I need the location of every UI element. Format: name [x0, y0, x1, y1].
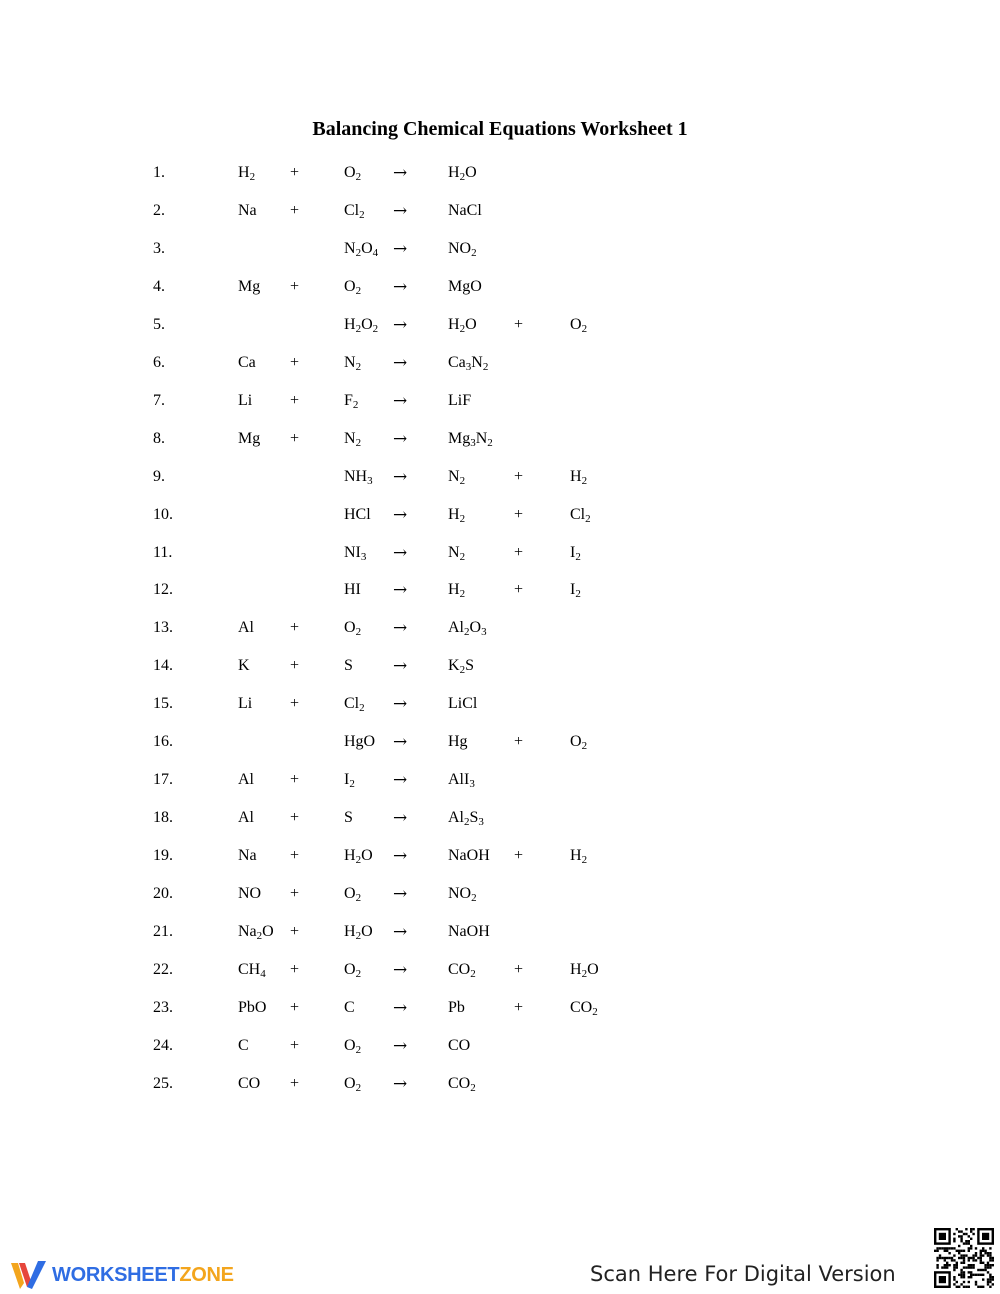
equation-row [0, 692, 1000, 716]
plus-sign: + [290, 353, 300, 371]
reaction-arrow: → [393, 1035, 408, 1056]
equation-row [0, 768, 1000, 792]
reaction-arrow: → [393, 846, 408, 867]
plus-sign: + [514, 315, 524, 333]
worksheetzone-logo[interactable] [10, 1257, 234, 1293]
equation-number: 10. [153, 505, 173, 523]
plus-sign: + [514, 960, 524, 978]
equation-number: 25. [153, 1074, 173, 1092]
equation-row [0, 313, 1000, 337]
reactant-2: $I_2$ [344, 771, 355, 791]
reaction-arrow: → [393, 732, 408, 753]
product-1: Hg [448, 733, 468, 751]
reactant-2: $O_2$ [344, 1036, 362, 1056]
reactant-1: $H_2$ [238, 164, 256, 183]
reactant-2: $NH_3$ [344, 467, 373, 487]
product-1: $CO_2$ [448, 960, 476, 980]
reaction-arrow: → [393, 808, 408, 829]
equation-row [0, 427, 1000, 451]
product-1: $N_2$ [448, 543, 466, 563]
reaction-arrow: → [393, 580, 408, 601]
reactant-1: Mg [238, 429, 261, 447]
equation-row [0, 882, 1000, 906]
equation-row [0, 1034, 1000, 1058]
equation-row [0, 275, 1000, 299]
product-1: $Mg_3N_2$ [448, 429, 493, 449]
reactant-2: C [344, 998, 355, 1016]
equation-number: 6. [153, 353, 165, 371]
reactant-2: HCl [344, 505, 371, 523]
plus-sign: + [290, 657, 300, 675]
reaction-arrow: → [393, 694, 408, 715]
equation-row [0, 806, 1000, 830]
product-1: $H_2O$ [448, 315, 477, 335]
product-1: NaCl [448, 201, 482, 219]
equation-number: 11. [153, 543, 173, 561]
plus-sign: + [514, 543, 524, 561]
equation-number: 5. [153, 315, 165, 333]
product-2: $Cl_2$ [570, 505, 591, 525]
reaction-arrow: → [393, 618, 408, 639]
product-1: $K_2S$ [448, 657, 474, 677]
equation-number: 19. [153, 847, 173, 865]
product-1: $Al_2S_3$ [448, 809, 484, 829]
equation-row [0, 503, 1000, 527]
logo-text [52, 1264, 234, 1287]
reaction-arrow: → [393, 276, 408, 297]
reactant-2: $O_2$ [344, 1074, 362, 1094]
reaction-arrow: → [393, 922, 408, 942]
reaction-arrow: → [393, 428, 408, 449]
reaction-arrow: → [393, 200, 408, 221]
product-1: $NO_2$ [448, 885, 477, 905]
reactant-2: $N_2O_4$ [344, 239, 379, 259]
reactant-1: Li [238, 391, 253, 409]
reactant-2: $O_2$ [344, 619, 362, 639]
reactant-2: $O_2$ [344, 885, 362, 905]
product-2: $H_2$ [570, 847, 588, 867]
equation-number: 24. [153, 1036, 173, 1054]
reactant-1: CO [238, 1074, 261, 1092]
reactant-2: $F_2$ [344, 391, 359, 411]
reactant-2: $N_2$ [344, 353, 362, 373]
plus-sign: + [290, 1036, 300, 1054]
reactant-1: Na [238, 847, 257, 865]
plus-sign: + [290, 164, 300, 181]
logo-text-worksheet: WORKSHEET [52, 1263, 180, 1286]
reaction-arrow: → [393, 314, 408, 335]
product-2: $H_2O$ [570, 960, 599, 980]
plus-sign: + [290, 923, 300, 940]
equation-number: 9. [153, 467, 165, 485]
equation-row [0, 844, 1000, 868]
equation-row [0, 958, 1000, 982]
reactant-2: $Cl_2$ [344, 695, 365, 715]
w-logo-icon [10, 1259, 48, 1291]
reaction-arrow: → [393, 163, 408, 183]
reaction-arrow: → [393, 959, 408, 980]
product-1: $H_2$ [448, 505, 466, 525]
equation-row [0, 730, 1000, 754]
plus-sign: + [290, 847, 300, 865]
equation-number: 3. [153, 239, 165, 257]
plus-sign: + [290, 277, 300, 295]
equation-row [0, 199, 1000, 223]
equation-row [0, 654, 1000, 678]
reactant-2: $NI_3$ [344, 543, 367, 563]
product-1: $CO_2$ [448, 1074, 476, 1094]
equation-row [0, 578, 1000, 602]
reactant-2: $O_2$ [344, 277, 362, 297]
reactant-2: $H_2O$ [344, 923, 373, 942]
equation-row [0, 920, 1000, 944]
product-1: $N_2$ [448, 467, 466, 487]
reactant-2: S [344, 657, 353, 675]
product-1: $Al_2O_3$ [448, 619, 487, 639]
equation-number: 17. [153, 771, 173, 789]
equation-number: 22. [153, 960, 173, 978]
product-2: $CO_2$ [570, 998, 598, 1018]
plus-sign: + [290, 771, 300, 789]
equation-number: 15. [153, 695, 173, 713]
equation-number: 14. [153, 657, 173, 675]
reactant-2: $O_2$ [344, 164, 362, 183]
product-2: $I_2$ [570, 581, 581, 601]
plus-sign: + [514, 505, 524, 523]
product-1: NaOH [448, 847, 490, 865]
reactant-1: Al [238, 771, 254, 789]
reactant-2: $H_2O$ [344, 847, 373, 867]
reaction-arrow: → [393, 466, 408, 487]
product-2: $I_2$ [570, 543, 581, 563]
equation-number: 20. [153, 885, 173, 903]
plus-sign: + [290, 201, 300, 219]
product-1: CO [448, 1036, 471, 1054]
equation-row [0, 541, 1000, 565]
reactant-2: S [344, 809, 353, 827]
reaction-arrow: → [393, 542, 408, 563]
reactant-1: C [238, 1036, 249, 1054]
reaction-arrow: → [393, 770, 408, 791]
product-1: LiF [448, 391, 472, 409]
product-1: $H_2O$ [448, 164, 477, 183]
equation-row [0, 389, 1000, 413]
equation-number: 16. [153, 733, 173, 751]
qr-code-icon[interactable] [934, 1228, 994, 1288]
plus-sign: + [290, 998, 300, 1016]
reaction-arrow: → [393, 884, 408, 905]
plus-sign: + [290, 1074, 300, 1092]
equation-number: 18. [153, 809, 173, 827]
reactant-1: $Na_2O$ [238, 923, 274, 942]
reactant-2: HI [344, 581, 361, 599]
equation-row [0, 1072, 1000, 1096]
equation-row [0, 161, 1000, 185]
product-2: $O_2$ [570, 733, 588, 753]
equation-row [0, 996, 1000, 1020]
reactant-1: PbO [238, 998, 267, 1016]
equation-row [0, 237, 1000, 261]
product-1: $Ca_3N_2$ [448, 353, 489, 373]
reactant-1: NO [238, 885, 262, 903]
product-1: MgO [448, 277, 482, 295]
reactant-1: Na [238, 201, 257, 219]
equation-number: 12. [153, 581, 173, 599]
reaction-arrow: → [393, 352, 408, 373]
equation-number: 4. [153, 277, 165, 295]
equation-number: 8. [153, 429, 165, 447]
reactant-1: Mg [238, 277, 261, 295]
reactant-2: $Cl_2$ [344, 201, 365, 221]
reaction-arrow: → [393, 504, 408, 525]
reaction-arrow: → [393, 1073, 408, 1094]
plus-sign: + [514, 467, 524, 485]
reactant-2: $N_2$ [344, 429, 362, 449]
plus-sign: + [514, 733, 524, 751]
equation-row [0, 616, 1000, 640]
plus-sign: + [290, 885, 300, 903]
reactant-1: $CH_4$ [238, 960, 266, 980]
reaction-arrow: → [393, 997, 408, 1018]
product-2: $H_2$ [570, 467, 588, 487]
equation-number: 1. [153, 164, 165, 181]
worksheet-title: Balancing Chemical Equations Worksheet 1 [312, 118, 688, 140]
product-1: AlI$_3$ [448, 771, 475, 791]
product-1: LiCl [448, 695, 478, 713]
product-1: $H_2$ [448, 581, 466, 601]
product-1: $NO_2$ [448, 239, 477, 259]
equation-number: 7. [153, 391, 165, 409]
reaction-arrow: → [393, 656, 408, 677]
reactant-1: K [238, 657, 250, 675]
equation-number: 2. [153, 201, 165, 219]
product-2: $O_2$ [570, 315, 588, 335]
logo-text-zone: ZONE [179, 1263, 234, 1286]
reactant-2: $H_2O_2$ [344, 315, 379, 335]
reactant-1: Al [238, 809, 254, 827]
equation-row [0, 465, 1000, 489]
equation-number: 21. [153, 923, 173, 940]
reactant-2: $O_2$ [344, 960, 362, 980]
plus-sign: + [290, 619, 300, 637]
plus-sign: + [290, 391, 300, 409]
plus-sign: + [290, 960, 300, 978]
scan-caption: Scan Here For Digital Version [590, 1262, 896, 1286]
plus-sign: + [290, 809, 300, 827]
plus-sign: + [514, 998, 524, 1016]
plus-sign: + [290, 429, 300, 447]
equation-number: 23. [153, 998, 173, 1016]
reactant-1: Al [238, 619, 254, 637]
reactant-1: Li [238, 695, 253, 713]
reactant-2: HgO [344, 733, 376, 751]
reaction-arrow: → [393, 238, 408, 259]
plus-sign: + [290, 695, 300, 713]
product-1: NaOH [448, 923, 490, 940]
equation-row [0, 351, 1000, 375]
plus-sign: + [514, 847, 524, 865]
product-1: Pb [448, 998, 465, 1016]
equation-number: 13. [153, 619, 173, 637]
plus-sign: + [514, 581, 524, 599]
reactant-1: Ca [238, 353, 256, 371]
reaction-arrow: → [393, 390, 408, 411]
